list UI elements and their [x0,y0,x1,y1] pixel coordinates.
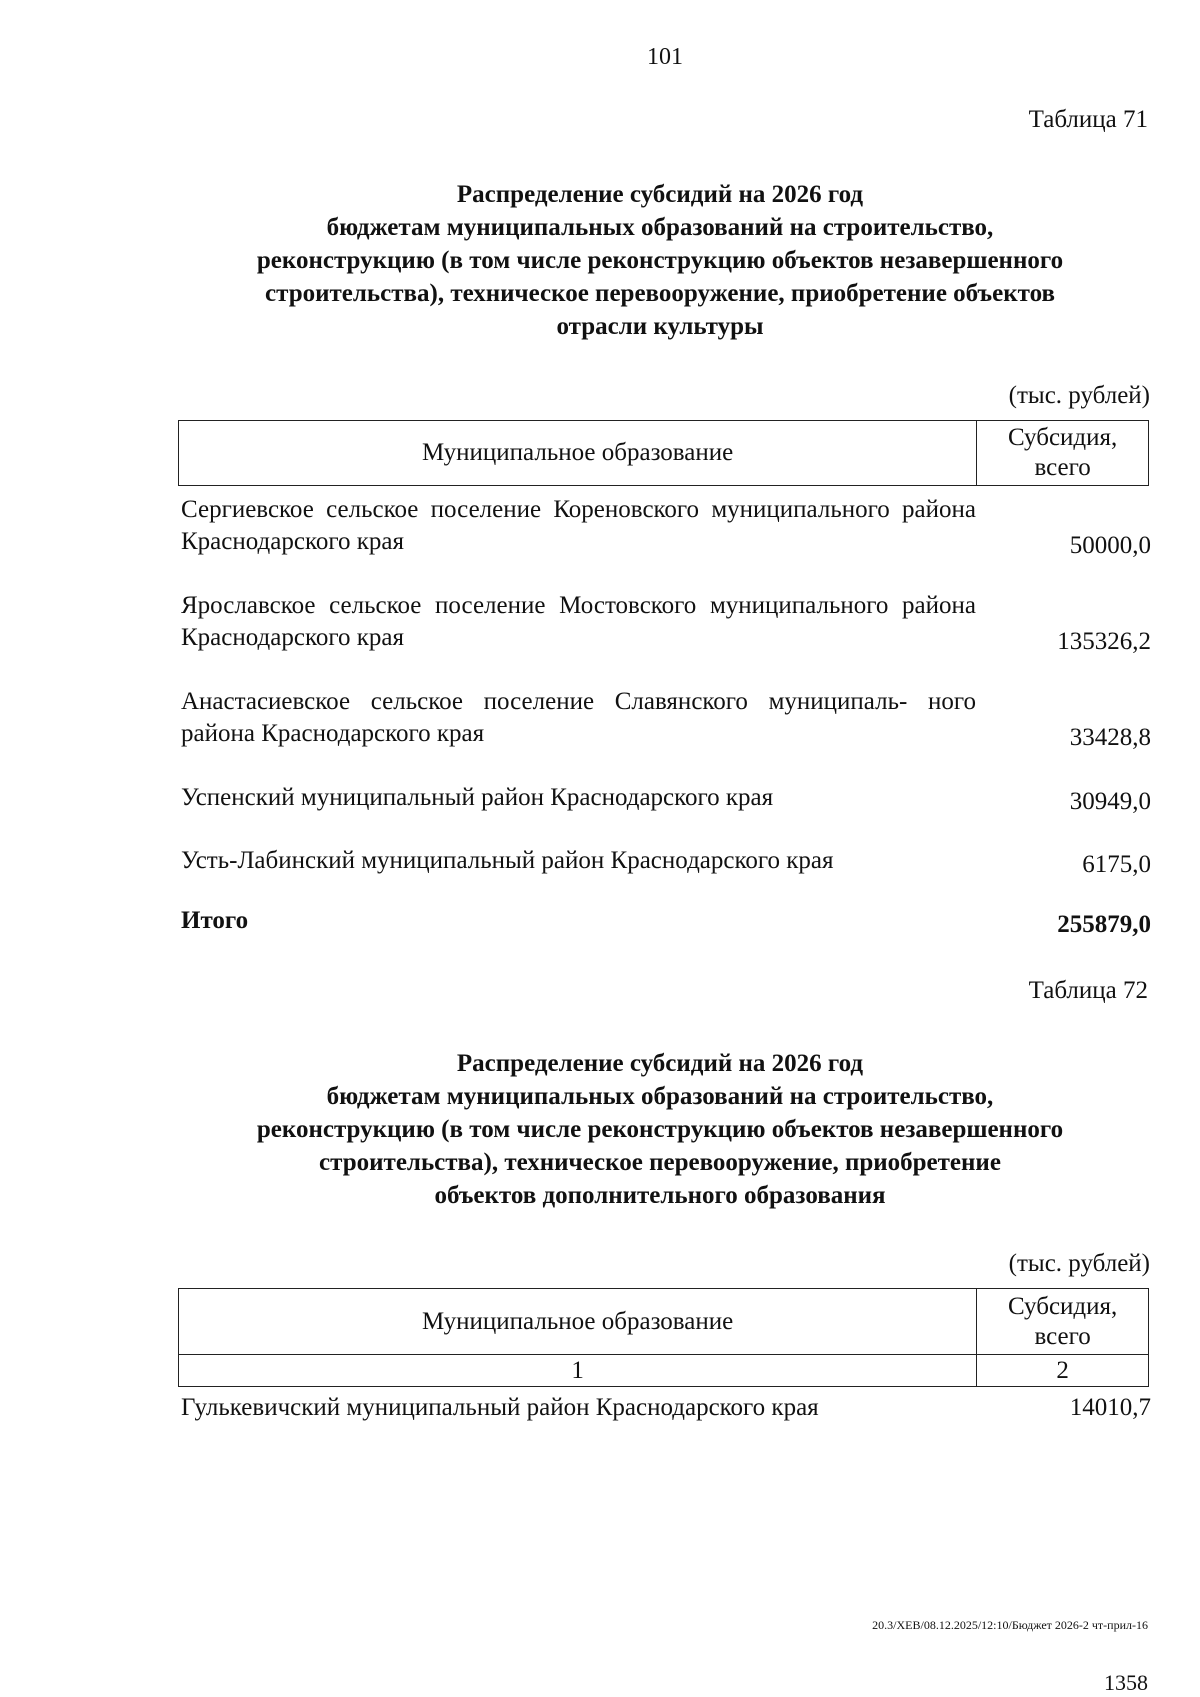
column-header-subsidy: Субсидия, всего [977,1289,1149,1355]
row-subsidy: 135326,2 [1057,628,1151,655]
table-71-title [160,178,1160,343]
table-71-row [181,494,1151,558]
table-71-total-row [181,905,1151,937]
table-72-title-line: бюджетам муниципальных образований на строительство, [326,1083,994,1110]
table-72-header [178,1288,1149,1387]
row-subsidy: 33428,8 [1069,724,1151,751]
row-subsidy: 6175,0 [1082,851,1151,878]
table-72-label: Таблица 72 [1028,977,1148,1004]
table-71-title-line: строительства), техническое перевооружение, приобретение объектов [265,280,1055,307]
table-72-title-line: реконструкцию (в том числе реконструкцию объектов незавершенного [256,1116,1064,1143]
row-municipality: Гулькевичский муниципальный район Краснодарского края [181,1394,819,1421]
table-71-title-line: отрасли культуры [556,313,764,340]
table-72-units: (тыс. рублей) [1008,1250,1150,1277]
table-71-label: Таблица 71 [1028,106,1148,133]
row-subsidy: 50000,0 [1069,532,1151,559]
column-number: 1 [179,1355,977,1387]
row-municipality: Анастасиевское сельское поселение Славянского муниципаль- ного района Краснодарского края [181,688,976,747]
column-header-municipality: Муниципальное образование [179,1289,977,1355]
table-72-title-line: объектов дополнительного образования [434,1182,886,1209]
row-subsidy: 14010,7 [1069,1394,1151,1421]
table-71-header [178,420,1149,486]
page-number: 101 [647,44,683,70]
table-72-row [181,1392,1151,1424]
row-municipality: Успенский муниципальный район Краснодарского края [181,784,774,811]
row-municipality: Сергиевское сельское поселение Кореновского муниципального района Краснодарского края [181,496,976,555]
row-municipality: Усть-Лабинский муниципальный район Краснодарского края [181,847,834,874]
column-header-subsidy: Субсидия, всего [977,421,1149,486]
table-71-title-line: бюджетам муниципальных образований на строительство, [326,214,994,241]
table-71-units: (тыс. рублей) [1008,382,1150,409]
total-label: Итого [181,907,249,934]
table-71-row [181,782,1151,814]
table-71-row [181,686,1151,750]
table-72-title-line: строительства), техническое перевооружение, приобретение [319,1149,1001,1176]
column-header-municipality: Муниципальное образование [179,421,977,486]
table-71-row [181,845,1151,877]
document-code: 20.3/ХЕВ/08.12.2025/12:10/Бюджет 2026-2 чт-прил-16 [872,1618,1148,1632]
table-71-title-line: Распределение субсидий на 2026 год [456,181,864,208]
table-71-row [181,590,1151,654]
row-subsidy: 30949,0 [1069,788,1151,815]
row-municipality: Ярославское сельское поселение Мостовского муниципального района Краснодарского края [181,592,976,651]
column-number: 2 [977,1355,1149,1387]
table-72-title-line: Распределение субсидий на 2026 год [456,1050,864,1077]
sheet-number: 1358 [1104,1670,1148,1695]
table-72-title [160,1047,1160,1212]
total-value: 255879,0 [1057,911,1151,938]
table-71-title-line: реконструкцию (в том числе реконструкцию объектов незавершенного [256,247,1064,274]
